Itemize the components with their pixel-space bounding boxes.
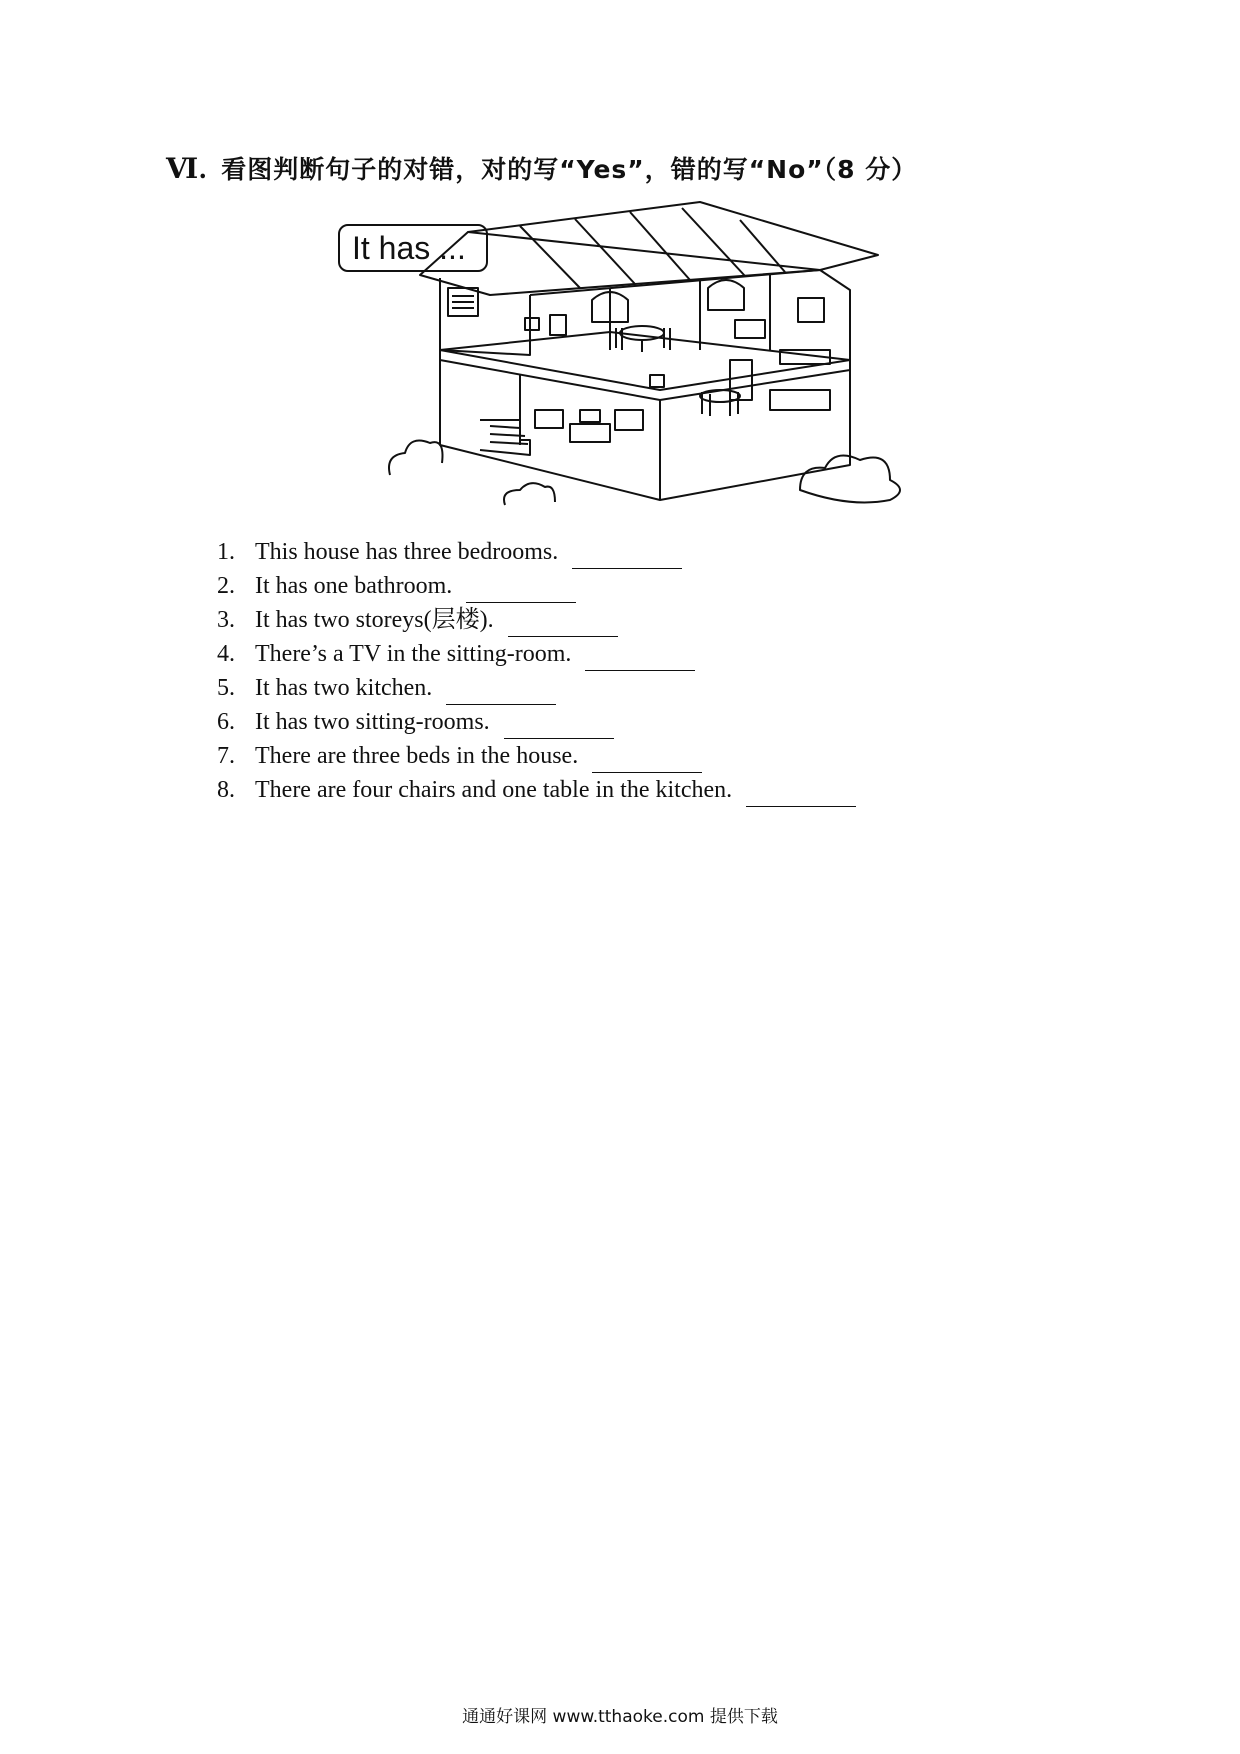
answer-blank[interactable] — [572, 542, 682, 569]
answer-blank[interactable] — [592, 746, 702, 773]
question-text: This house has three bedrooms. — [255, 539, 559, 565]
section-instruction: 看图判断句子的对错，对的写“Yes”，错的写“No”（8 分） — [221, 155, 918, 184]
speech-bubble: It has ... — [338, 224, 488, 272]
question-item — [217, 569, 856, 603]
question-text: It has two kitchen. — [255, 675, 433, 701]
question-text: It has one bathroom. — [255, 573, 453, 599]
question-number: 5. — [217, 675, 235, 701]
question-item — [217, 637, 856, 671]
answer-blank[interactable] — [466, 576, 576, 603]
section-title — [166, 150, 917, 186]
question-number: 1. — [217, 539, 235, 565]
question-text: There’s a TV in the sitting-room. — [255, 641, 572, 667]
question-text: There are four chairs and one table in the kitchen. — [255, 777, 733, 803]
answer-blank[interactable] — [746, 780, 856, 807]
answer-blank[interactable] — [504, 712, 614, 739]
question-item — [217, 603, 856, 637]
question-text: It has two sitting-rooms. — [255, 709, 490, 735]
house-illustration — [330, 200, 990, 530]
question-list — [217, 535, 856, 807]
section-number: Ⅵ. — [166, 154, 208, 185]
question-item — [217, 705, 856, 739]
question-item — [217, 671, 856, 705]
question-number: 6. — [217, 709, 235, 735]
question-number: 8. — [217, 777, 235, 803]
question-number: 2. — [217, 573, 235, 599]
question-number: 7. — [217, 743, 235, 769]
question-number: 4. — [217, 641, 235, 667]
question-item — [217, 739, 856, 773]
question-text: There are three beds in the house. — [255, 743, 579, 769]
question-item — [217, 535, 856, 569]
answer-blank[interactable] — [446, 678, 556, 705]
question-number: 3. — [217, 607, 235, 633]
question-item — [217, 773, 856, 807]
question-text: It has two storeys(层楼). — [255, 607, 494, 633]
footer-credit: 通通好课网 www.tthaoke.com 提供下载 — [462, 1707, 778, 1727]
answer-blank[interactable] — [508, 610, 618, 637]
answer-blank[interactable] — [585, 644, 695, 671]
